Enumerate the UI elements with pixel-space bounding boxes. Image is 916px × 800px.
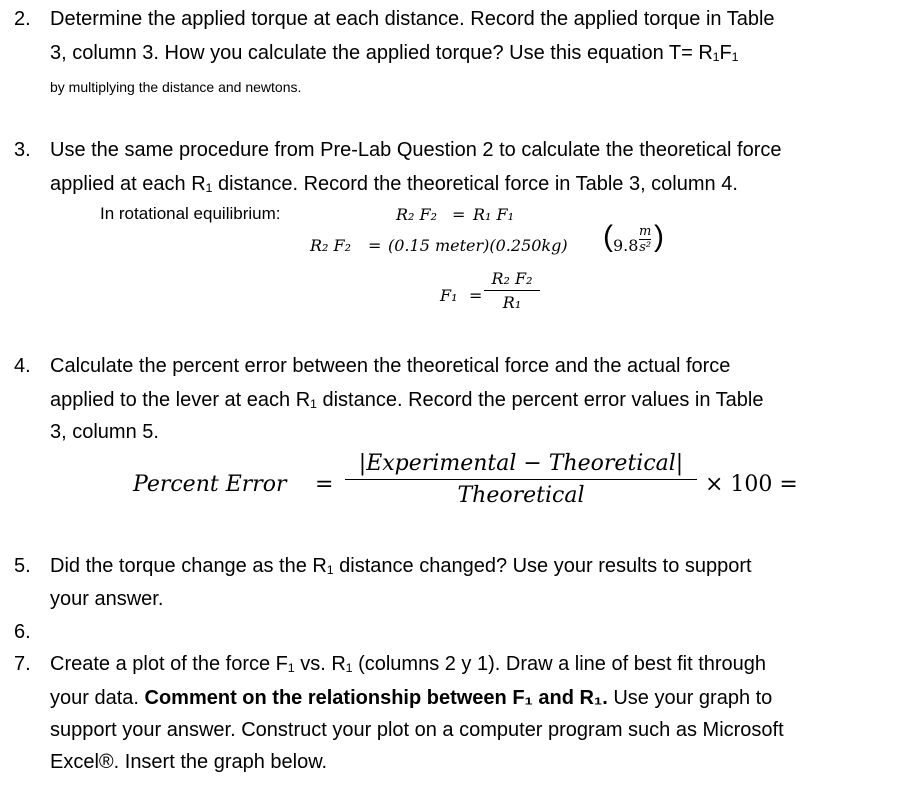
question-text-line: support your answer. Construct your plot on a computer program such as Microsoft	[50, 719, 784, 741]
question-text-line: Excel®. Insert the graph below.	[50, 751, 328, 773]
question-text-line: 3, column 5.	[50, 421, 159, 443]
question-number: 5.	[14, 555, 31, 577]
question-text-line: Calculate the percent error between the theoretical force and the actual force	[50, 355, 731, 377]
percent-error-equals: =	[315, 472, 334, 497]
question-number: 6.	[14, 621, 31, 643]
eq2-equals: =	[368, 236, 382, 255]
question-text-line: your answer.	[50, 588, 164, 610]
percent-error-label: Percent Error	[133, 472, 287, 497]
eq1-lhs: R₂ F₂	[396, 205, 438, 224]
question-number: 4.	[14, 355, 31, 377]
question-number: 2.	[14, 8, 31, 30]
question-text-line: Did the torque change as the R₁ distance changed? Use your results to support	[50, 555, 752, 577]
percent-error-tail: × 100 =	[705, 472, 798, 497]
question-number: 3.	[14, 139, 31, 161]
question-text-line	[50, 687, 772, 710]
eq3-lhs: F₁	[440, 286, 458, 305]
eq2-lhs: R₂ F₂	[310, 236, 352, 255]
fraction-denominator: R₁	[502, 293, 522, 312]
eq1-rhs: R₁ F₁	[473, 205, 515, 224]
gravity-value: 9.8	[613, 236, 639, 255]
text-bold: Comment on the relationship between F₁ and R₁.	[144, 687, 608, 709]
question-number: 7.	[14, 653, 31, 675]
fraction-bar	[484, 290, 540, 291]
eq2-rhs: (0.15 meter)(0.250kg)	[388, 236, 568, 255]
fraction-numerator: R₂ F₂	[491, 269, 533, 288]
question-text-line: Use the same procedure from Pre-Lab Question 2 to calculate the theoretical force	[50, 139, 782, 161]
percent-error-fraction	[345, 451, 697, 508]
question-text-line: applied to the lever at each R₁ distance. Record the percent error values in Table	[50, 389, 764, 411]
unit-denominator: s²	[639, 240, 652, 255]
eq3-fraction	[484, 269, 540, 312]
eq1-equals: =	[452, 205, 466, 224]
fraction-bar	[345, 479, 697, 480]
question-text-line: Create a plot of the force F₁ vs. R₁ (columns 2 y 1). Draw a line of best fit through	[50, 653, 767, 675]
text-plain: your data.	[50, 687, 145, 709]
fraction-denominator: Theoretical	[457, 483, 585, 508]
question-text-line: applied at each R₁ distance. Record the theoretical force in Table 3, column 4.	[50, 173, 738, 195]
fraction-numerator: |Experimental − Theoretical|	[358, 451, 684, 476]
equilibrium-label: In rotational equilibrium:	[100, 204, 281, 223]
gravity-term	[603, 220, 664, 262]
answer-text: by multiplying the distance and newtons.	[50, 79, 302, 95]
unit-numerator: m	[639, 224, 652, 239]
question-text-line: Determine the applied torque at each distance. Record the applied torque in Table	[50, 8, 775, 30]
question-text-line: 3, column 3. How you calculate the applied torque? Use this equation T= R₁F₁	[50, 42, 739, 64]
open-paren: (	[603, 220, 613, 253]
gravity-unit	[639, 224, 651, 255]
text-plain: Use your graph to	[607, 687, 773, 709]
eq3-equals: =	[469, 286, 483, 305]
close-paren: )	[654, 220, 664, 253]
